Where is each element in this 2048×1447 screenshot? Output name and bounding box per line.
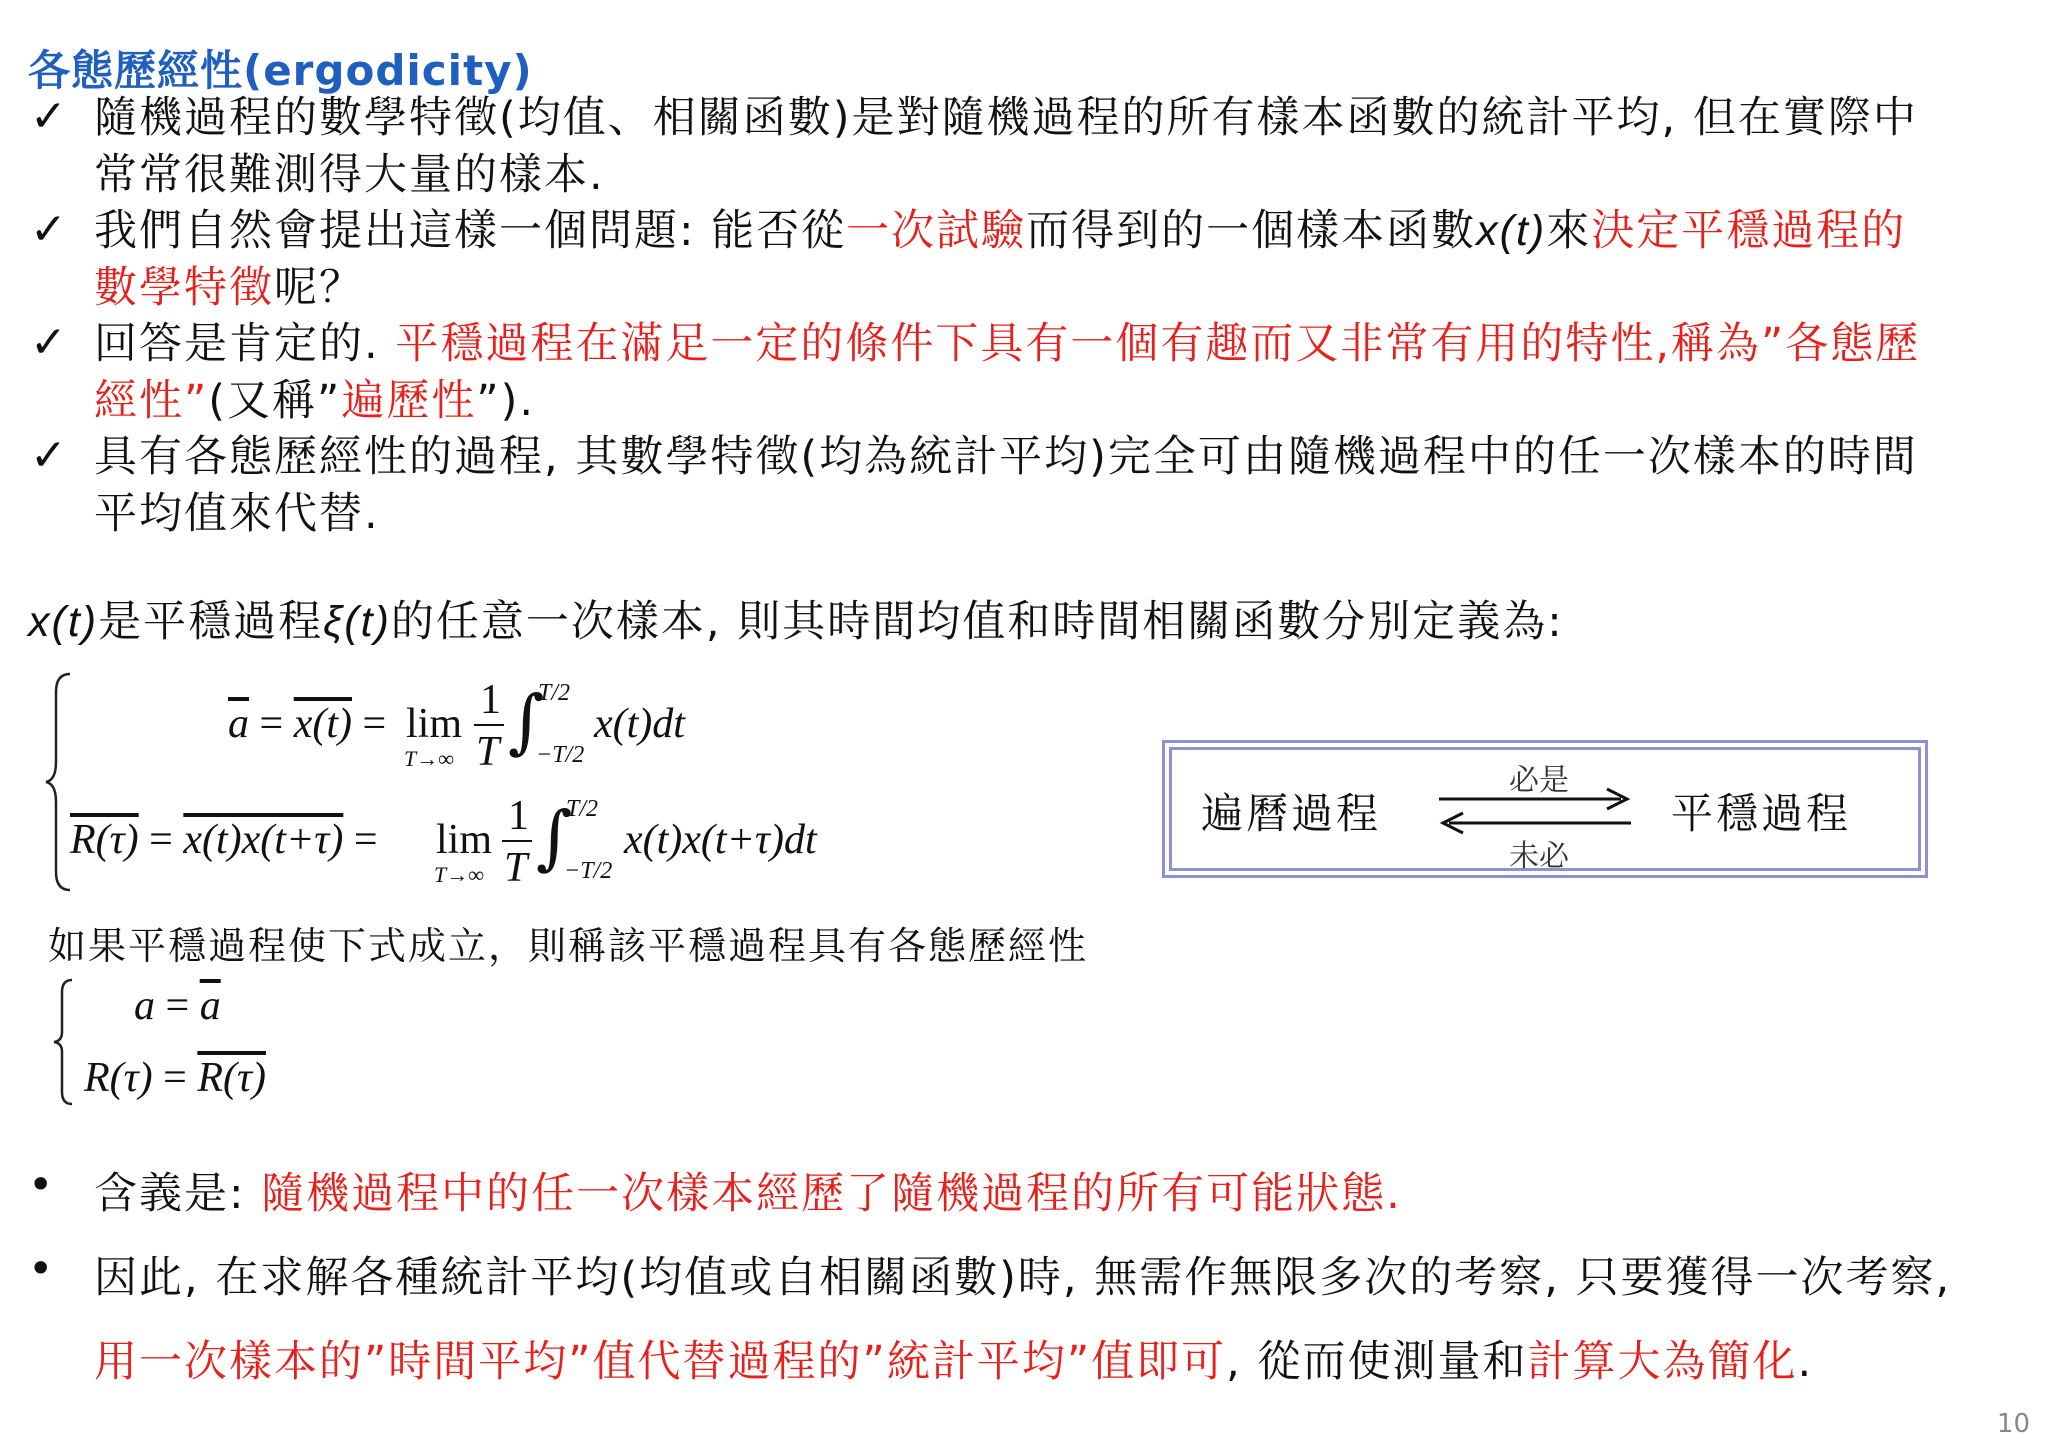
integrand bbox=[594, 700, 685, 748]
int-lower: −T/2 bbox=[536, 742, 585, 768]
int-upper: T/2 bbox=[538, 680, 571, 706]
process-symbol: ξ(t) bbox=[323, 598, 391, 646]
integral-upper-limit-2 bbox=[566, 796, 598, 823]
ensemble-mean-symbol: a bbox=[134, 983, 155, 1029]
time-correlation-symbol: R(τ) bbox=[197, 1055, 267, 1101]
bullet-3-line-2 bbox=[94, 373, 2018, 430]
text-run: 的任意一次樣本, 則其時間均值和時間相關函數分別定義為: bbox=[390, 597, 1564, 647]
fraction-bar bbox=[474, 724, 504, 726]
text-run: 呢？ bbox=[274, 263, 364, 313]
time-mean-symbol: $\overline{a}$ bbox=[199, 983, 221, 1029]
checkmark-icon: ✓ bbox=[30, 204, 69, 255]
integral-glyph: ∫ bbox=[508, 680, 545, 762]
text-run: . bbox=[1797, 1337, 1814, 1387]
equals-sign: = bbox=[259, 701, 284, 747]
text-run: 我們自然會提出這樣一個問題: 能否從 bbox=[94, 206, 847, 256]
implication-arrows-icon bbox=[1435, 787, 1635, 837]
not-necessarily-label: 未必 bbox=[1509, 839, 1569, 874]
equals-sign: = bbox=[163, 1055, 187, 1101]
text-run: (又稱” bbox=[208, 376, 342, 426]
ergodic-condition-text: 如果平穩過程使下式成立，則稱該平穩過程具有各態歷經性 bbox=[48, 926, 1089, 968]
bullet-text bbox=[94, 1328, 1813, 1389]
integral-glyph: ∫ bbox=[536, 796, 573, 878]
time-correlation-symbol: R(τ) bbox=[70, 817, 139, 863]
frac-denominator: T bbox=[476, 729, 500, 775]
lim-subscript: T→∞ bbox=[404, 746, 454, 771]
condition-brace bbox=[52, 978, 76, 1106]
highlight-text: 計算大為簡化 bbox=[1527, 1337, 1798, 1387]
fraction-denominator bbox=[476, 728, 499, 776]
equals-sign: = bbox=[165, 983, 190, 1029]
time-mean-formula bbox=[228, 700, 386, 748]
stationary-process-label: 平穩過程 bbox=[1671, 792, 1852, 838]
highlight-text: 決定平穩過程的 bbox=[1591, 206, 1907, 256]
fraction-numerator-2 bbox=[508, 792, 529, 840]
ergodic-stationary-diagram bbox=[1162, 740, 1928, 878]
highlight-text: 一次試驗 bbox=[846, 206, 1027, 256]
bullet-1-line-2: 常常很難測得大量的樣本. bbox=[94, 150, 605, 200]
int-upper: T/2 bbox=[566, 796, 599, 822]
definition-paragraph bbox=[28, 588, 1564, 649]
bullet-4-line-1: 具有各態歷經性的過程, 其數學特徵(均為統計平均)完全可由隨機過程中的任一次樣本的時間 bbox=[94, 432, 1918, 482]
limit-operator-2 bbox=[436, 816, 492, 864]
check-bullet-4 bbox=[28, 429, 2018, 543]
limit-operator bbox=[406, 700, 462, 748]
ergodic-process-label: 遍曆過程 bbox=[1201, 792, 1382, 838]
text-run: 是平穩過程 bbox=[98, 597, 324, 647]
must-be-label: 必是 bbox=[1509, 763, 1569, 798]
frac-denominator: T bbox=[504, 845, 528, 891]
bullet-1-line-1: 隨機過程的數學特徵(均值、相關函數)是對隨機過程的所有樣本函數的統計平均, 但在實際中 bbox=[94, 93, 1918, 143]
fraction-denominator-2 bbox=[504, 844, 527, 892]
bullet-text: 因此, 在求解各種統計平均(均值或自相關函數)時, 無需作無限多次的考察, 只要獲得一次考察, bbox=[94, 1253, 1952, 1303]
equals-sign: = bbox=[362, 701, 387, 747]
integrand-text: x(t)x(t+τ)dt bbox=[624, 817, 817, 863]
text-run: 來 bbox=[1546, 206, 1592, 256]
highlight-text: 用一次樣本的”時間平均”值代替過程的”統計平均”值即可 bbox=[94, 1337, 1227, 1387]
integrand-text: x(t)dt bbox=[594, 701, 685, 747]
bullet-dot-icon: • bbox=[28, 1160, 56, 1210]
checkmark-icon: ✓ bbox=[30, 91, 69, 142]
bullet-text bbox=[94, 1160, 1402, 1221]
text-run: ”). bbox=[476, 376, 536, 426]
frac-numerator: 1 bbox=[480, 677, 501, 723]
check-bullet-3 bbox=[28, 316, 2018, 430]
highlight-text: 平穩過程在滿足一定的條件下具有一個有趣而又非常有用的特性,稱為”各態歷 bbox=[395, 319, 1921, 369]
bullet-2-line-2 bbox=[94, 260, 2018, 317]
bullet-4-line-2: 平均值來代替. bbox=[94, 489, 380, 539]
ensemble-correlation-symbol: R(τ) bbox=[84, 1055, 153, 1101]
highlight-text: 數學特徵 bbox=[94, 263, 274, 313]
sample-function-symbol: x(t) bbox=[28, 598, 99, 646]
fraction-bar-2 bbox=[502, 840, 532, 842]
page-number: 10 bbox=[1996, 1409, 2030, 1439]
highlight-text: 經性” bbox=[94, 376, 209, 426]
time-mean-symbol: $\overline{a}$ bbox=[228, 701, 249, 747]
equals-sign: = bbox=[353, 817, 378, 863]
bullet-3-line-1 bbox=[94, 316, 2018, 373]
time-correlation-formula bbox=[70, 816, 378, 864]
text-run: 含義是: bbox=[94, 1169, 262, 1219]
lim-label: lim bbox=[436, 817, 493, 863]
slide-title: 各態歷經性(ergodicity) bbox=[28, 46, 533, 95]
sample-function-symbol: x(t) bbox=[1476, 207, 1547, 255]
highlight-text: 隨機過程中的任一次樣本經歷了隨機過程的所有可能狀態. bbox=[261, 1169, 1402, 1219]
check-bullet-list bbox=[28, 90, 2018, 542]
integral-lower-limit bbox=[536, 742, 584, 769]
time-average-product: x(t)x(t+τ) bbox=[183, 817, 344, 863]
lim-label: lim bbox=[406, 701, 463, 747]
check-bullet-2 bbox=[28, 203, 2018, 317]
limit-subscript bbox=[404, 746, 454, 772]
text-run: 回答是肯定的. bbox=[94, 319, 396, 369]
lim-subscript: T→∞ bbox=[434, 862, 484, 887]
equals-sign: = bbox=[149, 817, 173, 863]
fraction-numerator bbox=[480, 676, 501, 724]
integral-upper-limit bbox=[538, 680, 570, 707]
text-run: 而得到的一個樣本函數 bbox=[1026, 206, 1477, 256]
frac-numerator: 1 bbox=[508, 793, 529, 839]
correlation-equality bbox=[84, 1054, 266, 1102]
limit-subscript-2 bbox=[434, 862, 484, 888]
check-bullet-1 bbox=[28, 90, 2018, 204]
text-run: , 從而使測量和 bbox=[1226, 1337, 1528, 1387]
time-average-term: x(t) bbox=[293, 701, 352, 747]
integral-lower-limit-2 bbox=[564, 858, 612, 885]
int-lower: −T/2 bbox=[564, 858, 613, 884]
integrand-2 bbox=[624, 816, 817, 864]
bullet-dot-icon: • bbox=[28, 1244, 56, 1294]
mean-equality bbox=[134, 982, 221, 1030]
checkmark-icon: ✓ bbox=[30, 317, 69, 368]
bullet-2-line-1 bbox=[94, 203, 2018, 260]
checkmark-icon: ✓ bbox=[30, 430, 69, 481]
highlight-text: 遍歷性 bbox=[341, 376, 477, 426]
